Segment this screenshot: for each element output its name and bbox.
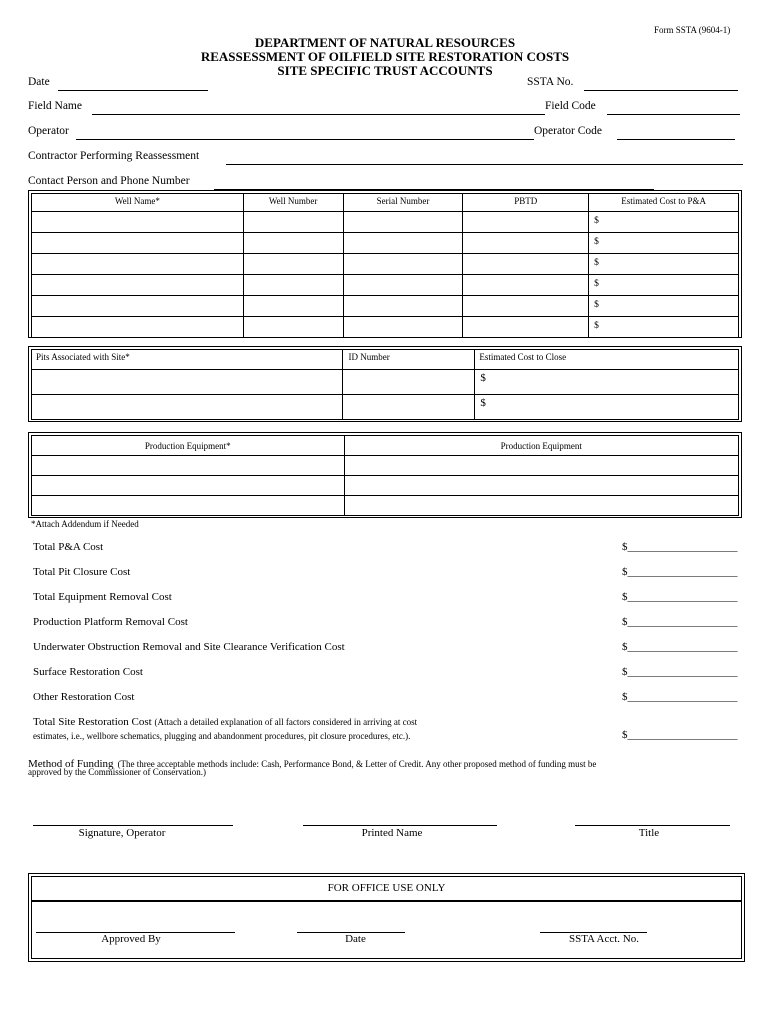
- pits-table: [31, 349, 739, 420]
- underwater-amount[interactable]: $____________________: [622, 641, 738, 653]
- office-date-label: Date: [345, 933, 366, 945]
- pits-header-id: ID Number: [342, 350, 475, 370]
- table-row: [32, 254, 739, 275]
- platform-removal-label: Production Platform Removal Cost: [33, 616, 188, 628]
- wells-header-pbtd: PBTD: [463, 194, 589, 212]
- contractor-label: Contractor Performing Reassessment: [28, 150, 200, 162]
- field-code-label: Field Code: [545, 100, 596, 112]
- office-use-body: [31, 901, 742, 959]
- well-name-cell[interactable]: [32, 296, 244, 317]
- well-number-cell[interactable]: [243, 212, 343, 233]
- wells-header-name: Well Name*: [32, 194, 244, 212]
- printed-name-line[interactable]: [303, 825, 497, 826]
- pit-cost-cell[interactable]: $: [475, 370, 739, 395]
- pbtd-cell[interactable]: [463, 254, 589, 275]
- signature-line[interactable]: [33, 825, 233, 826]
- field-name-field[interactable]: [92, 114, 545, 115]
- title-department: DEPARTMENT OF NATURAL RESOURCES: [254, 35, 516, 50]
- operator-code-field[interactable]: [617, 139, 735, 140]
- field-name-label: Field Name: [28, 100, 82, 112]
- cost-cell[interactable]: $: [589, 275, 739, 296]
- title-reassessment: REASSESSMENT OF OILFIELD SITE RESTORATION COSTS: [200, 49, 570, 64]
- serial-number-cell[interactable]: [343, 233, 463, 254]
- cost-cell[interactable]: $: [589, 317, 739, 338]
- serial-number-cell[interactable]: [343, 296, 463, 317]
- table-row: [32, 395, 739, 420]
- underwater-label: Underwater Obstruction Removal and Site Clearance Verification Cost: [33, 641, 345, 653]
- well-name-cell[interactable]: [32, 317, 244, 338]
- surface-restoration-amount[interactable]: $____________________: [622, 666, 738, 678]
- date-label: Date: [28, 76, 50, 88]
- funding-note: (The three acceptable methods include: Cash, Performance Bond, & Letter of Credit. Any other proposed method of funding must be: [117, 759, 597, 769]
- pit-id-cell[interactable]: [342, 395, 475, 420]
- total-pit-amount[interactable]: $____________________: [622, 566, 738, 578]
- ssta-no-label: SSTA No.: [527, 76, 574, 88]
- title-line[interactable]: [575, 825, 730, 826]
- platform-removal-amount[interactable]: $____________________: [622, 616, 738, 628]
- total-pit-label: Total Pit Closure Cost: [33, 566, 131, 578]
- wells-header-serial: Serial Number: [343, 194, 463, 212]
- well-number-cell[interactable]: [243, 233, 343, 254]
- contact-label: Contact Person and Phone Number: [28, 175, 190, 187]
- surface-restoration-label: Surface Restoration Cost: [33, 666, 143, 678]
- total-equipment-label: Total Equipment Removal Cost: [33, 591, 172, 603]
- other-restoration-label: Other Restoration Cost: [33, 691, 135, 703]
- operator-label: Operator: [28, 125, 69, 137]
- table-row: [32, 456, 739, 476]
- pits-header-cost: Estimated Cost to Close: [475, 350, 739, 370]
- equipment-cell[interactable]: [344, 456, 738, 476]
- well-name-cell[interactable]: [32, 212, 244, 233]
- total-pa-amount[interactable]: $____________________: [622, 541, 738, 553]
- wells-header-cost: Estimated Cost to P&A: [589, 194, 739, 212]
- well-name-cell[interactable]: [32, 254, 244, 275]
- pit-id-cell[interactable]: [342, 370, 475, 395]
- serial-number-cell[interactable]: [343, 254, 463, 275]
- total-site-note-cont: estimates, i.e., wellbore schematics, plugging and abandonment procedures, pit closure procedures, etc.).: [33, 731, 411, 741]
- pbtd-cell[interactable]: [463, 233, 589, 254]
- pit-name-cell[interactable]: [32, 395, 343, 420]
- contractor-field[interactable]: [226, 164, 743, 165]
- wells-table: [31, 193, 739, 338]
- funding-label: Method of Funding: [28, 758, 114, 770]
- pit-cost-cell[interactable]: $: [475, 395, 739, 420]
- equipment-cell[interactable]: [344, 496, 738, 516]
- total-site-amount[interactable]: $____________________: [622, 729, 738, 741]
- serial-number-cell[interactable]: [343, 275, 463, 296]
- table-row: [32, 496, 739, 516]
- equipment-cell[interactable]: [32, 456, 345, 476]
- wells-header-number: Well Number: [243, 194, 343, 212]
- well-number-cell[interactable]: [243, 275, 343, 296]
- field-code-field[interactable]: [607, 114, 740, 115]
- addendum-note: *Attach Addendum if Needed: [31, 519, 139, 529]
- cost-cell[interactable]: $: [589, 233, 739, 254]
- serial-number-cell[interactable]: [343, 317, 463, 338]
- title-ssta: SITE SPECIFIC TRUST ACCOUNTS: [277, 63, 493, 78]
- signature-operator-label: Signature, Operator: [78, 827, 166, 839]
- equipment-header-2: Production Equipment: [344, 436, 738, 456]
- table-row: [32, 476, 739, 496]
- table-row: [32, 212, 739, 233]
- well-number-cell[interactable]: [243, 317, 343, 338]
- cost-cell[interactable]: $: [589, 254, 739, 275]
- equipment-cell[interactable]: [32, 496, 345, 516]
- cost-cell[interactable]: $: [589, 296, 739, 317]
- form-number: Form SSTA (9604-1): [654, 25, 731, 35]
- well-name-cell[interactable]: [32, 233, 244, 254]
- approved-by-label: Approved By: [101, 933, 161, 945]
- pbtd-cell[interactable]: [463, 296, 589, 317]
- total-pa-label: Total P&A Cost: [33, 541, 104, 553]
- other-restoration-amount[interactable]: $____________________: [622, 691, 738, 703]
- ssta-acct-label: SSTA Acct. No.: [568, 933, 639, 945]
- table-row: [32, 317, 739, 338]
- total-equipment-amount[interactable]: $____________________: [622, 591, 738, 603]
- ssta-no-field[interactable]: [584, 90, 738, 91]
- total-site-label: Total Site Restoration Cost: [33, 716, 152, 728]
- pits-header-name: Pits Associated with Site*: [32, 350, 343, 370]
- equipment-table: [31, 435, 739, 516]
- table-row: [32, 370, 739, 395]
- operator-code-label: Operator Code: [534, 125, 603, 137]
- printed-name-label: Printed Name: [361, 827, 423, 839]
- table-row: [32, 233, 739, 254]
- well-name-cell[interactable]: [32, 275, 244, 296]
- equipment-header-1: Production Equipment*: [32, 436, 345, 456]
- title-label: Title: [638, 827, 660, 839]
- total-site-note: (Attach a detailed explanation of all factors considered in arriving at cost: [154, 717, 418, 727]
- date-field[interactable]: [58, 90, 208, 91]
- equipment-cell[interactable]: [344, 476, 738, 496]
- funding-note-cont: approved by the Commissioner of Conservation.): [28, 767, 206, 777]
- table-row: [32, 275, 739, 296]
- serial-number-cell[interactable]: [343, 212, 463, 233]
- pit-name-cell[interactable]: [32, 370, 343, 395]
- well-number-cell[interactable]: [243, 254, 343, 275]
- table-row: [32, 296, 739, 317]
- pbtd-cell[interactable]: [463, 317, 589, 338]
- pbtd-cell[interactable]: [463, 275, 589, 296]
- office-use-heading: FOR OFFICE USE ONLY: [327, 882, 446, 894]
- cost-cell[interactable]: $: [589, 212, 739, 233]
- pbtd-cell[interactable]: [463, 212, 589, 233]
- well-number-cell[interactable]: [243, 296, 343, 317]
- equipment-cell[interactable]: [32, 476, 345, 496]
- operator-field[interactable]: [76, 139, 534, 140]
